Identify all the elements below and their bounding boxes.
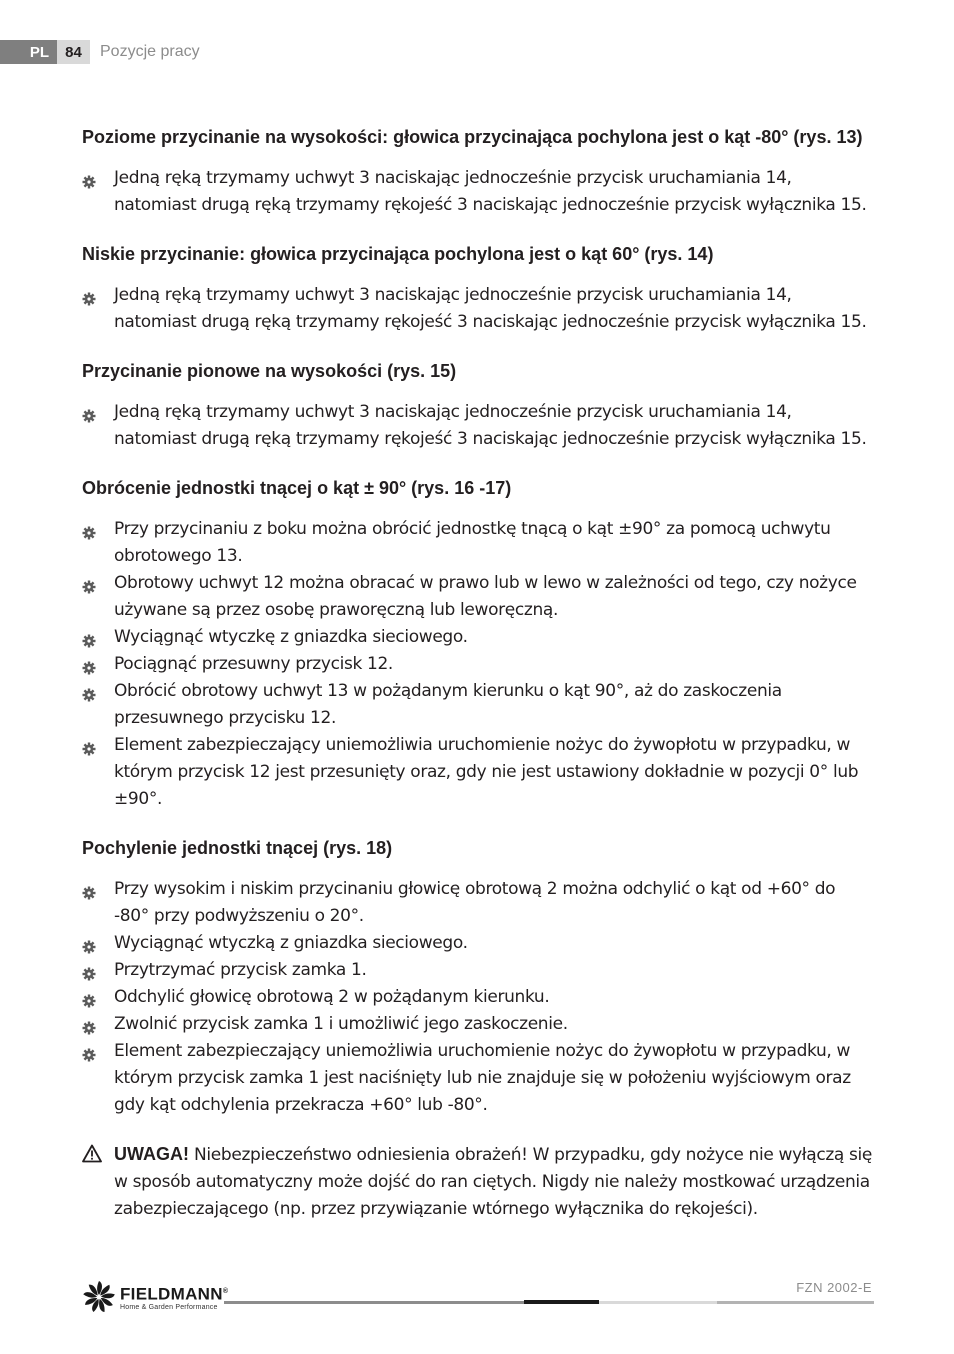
gear-bullet-icon	[82, 576, 96, 590]
brand-name: FIELDMANN®	[120, 1284, 229, 1304]
language-tag: PL	[0, 40, 57, 64]
list-item-text: Jedną ręką trzymamy uchwyt 3 naciskając jednocześnie przycisk uruchamiania 14, natomiast drugą ręką trzymamy rękojeść 3 naciskając jednocześnie przycisk wyłącznika 15.	[114, 285, 867, 332]
section-heading: Niskie przycinanie: głowica przycinająca pochylona jest o kąt 60° (rys. 14)	[82, 244, 714, 264]
page-content	[82, 124, 874, 1223]
header-section-title: Pozycje pracy	[100, 43, 200, 60]
list-item-text: Obrotowy uchwyt 12 można obracać w prawo lub w lewo w zależności od tego, czy nożyce używane są przez osobę praworęczną lub leworęczną.	[114, 573, 857, 620]
warning-triangle-icon	[82, 1144, 102, 1163]
list-item	[82, 876, 874, 930]
page-header	[0, 40, 200, 64]
section-rotate-unit	[82, 475, 874, 813]
fieldmann-flower-icon	[82, 1280, 116, 1314]
list-item	[82, 399, 874, 453]
list-item	[82, 282, 874, 336]
list-item-text: Wyciągnąć wtyczkę z gniazdka sieciowego.	[114, 627, 468, 647]
list-item	[82, 570, 874, 624]
footer-rule	[717, 1301, 874, 1304]
list-item-text: Zwolnić przycisk zamka 1 i umożliwić jego zaskoczenie.	[114, 1014, 568, 1034]
gear-bullet-icon	[82, 1017, 96, 1031]
list-item	[82, 930, 874, 957]
gear-bullet-icon	[82, 522, 96, 536]
list-item	[82, 732, 874, 813]
gear-bullet-icon	[82, 963, 96, 977]
gear-bullet-icon	[82, 288, 96, 302]
gear-bullet-icon	[82, 630, 96, 644]
bullet-list	[82, 165, 874, 219]
gear-bullet-icon	[82, 936, 96, 950]
brand-logo	[82, 1280, 228, 1314]
footer-rule	[524, 1300, 599, 1304]
warning-label: UWAGA!	[114, 1144, 189, 1164]
list-item-text: Jedną ręką trzymamy uchwyt 3 naciskając jednocześnie przycisk uruchamiania 14, natomiast drugą ręką trzymamy rękojeść 3 naciskając jednocześnie przycisk wyłącznika 15.	[114, 168, 867, 215]
section-vertical-high	[82, 358, 874, 453]
gear-bullet-icon	[82, 657, 96, 671]
model-number: FZN 2002-E	[796, 1280, 872, 1295]
page-number: 84	[57, 40, 90, 64]
section-low-trim	[82, 241, 874, 336]
list-item	[82, 957, 874, 984]
list-item-text: Pociągnąć przesuwny przycisk 12.	[114, 654, 393, 674]
bullet-list	[82, 516, 874, 813]
brand-tagline: Home & Garden Performance	[120, 1303, 218, 1311]
bullet-list	[82, 876, 874, 1119]
warning-note	[82, 1141, 874, 1223]
section-heading: Pochylenie jednostki tnącej (rys. 18)	[82, 838, 393, 858]
list-item-text: Jedną ręką trzymamy uchwyt 3 naciskając jednocześnie przycisk uruchamiania 14, natomiast drugą ręką trzymamy rękojeść 3 naciskając jednocześnie przycisk wyłącznika 15.	[114, 402, 867, 449]
list-item	[82, 516, 874, 570]
list-item	[82, 678, 874, 732]
bullet-list	[82, 282, 874, 336]
page-footer	[82, 1276, 874, 1316]
gear-bullet-icon	[82, 882, 96, 896]
section-heading: Obrócenie jednostki tnącej o kąt ± 90° (rys. 16 -17)	[82, 478, 512, 498]
gear-bullet-icon	[82, 738, 96, 752]
list-item-text: Odchylić głowicę obrotową 2 w pożądanym kierunku.	[114, 987, 550, 1007]
list-item-text: Element zabezpieczający uniemożliwia uruchomienie nożyc do żywopłotu w przypadku, w którym przycisk zamka 1 jest naciśnięty lub nie znajduje się w położeniu wyjściowym oraz gdy kąt odchylenia przekracza +60° lub -80°.	[114, 1041, 851, 1115]
footer-rule	[224, 1301, 524, 1304]
section-heading: Poziome przycinanie na wysokości: głowica przycinająca pochylona jest o kąt -80° (rys. 13)	[82, 127, 863, 147]
bullet-list	[82, 399, 874, 453]
list-item-text: Wyciągnąć wtyczką z gniazdka sieciowego.	[114, 933, 468, 953]
list-item	[82, 651, 874, 678]
footer-rule	[599, 1301, 717, 1304]
list-item-text: Element zabezpieczający uniemożliwia uruchomienie nożyc do żywopłotu w przypadku, w którym przycisk 12 jest przesunięty oraz, gdy nie jest ustawiony dokładnie w pozycji 0° lub ±90°.	[114, 735, 859, 809]
section-tilt-unit	[82, 835, 874, 1119]
warning-text: Niebezpieczeństwo odniesienia obrażeń! W przypadku, gdy nożyce nie wyłączą się w sposób automatyczny może dojść do ran ciętych. Nigdy nie należy mostkować urządzenia zabezpieczającego (np. przez przywiązanie wtórnego wyłącznika do rękojeści).	[114, 1145, 873, 1219]
gear-bullet-icon	[82, 405, 96, 419]
list-item	[82, 165, 874, 219]
list-item	[82, 1038, 874, 1119]
list-item	[82, 1011, 874, 1038]
list-item-text: Przytrzymać przycisk zamka 1.	[114, 960, 367, 980]
section-horizontal-high	[82, 124, 874, 219]
gear-bullet-icon	[82, 990, 96, 1004]
list-item-text: Obrócić obrotowy uchwyt 13 w pożądanym kierunku o kąt 90°, aż do zaskoczenia przesuwnego przycisku 12.	[114, 681, 782, 728]
section-heading: Przycinanie pionowe na wysokości (rys. 15)	[82, 361, 457, 381]
gear-bullet-icon	[82, 1044, 96, 1058]
gear-bullet-icon	[82, 171, 96, 185]
gear-bullet-icon	[82, 684, 96, 698]
list-item	[82, 984, 874, 1011]
list-item-text: Przy wysokim i niskim przycinaniu głowicę obrotową 2 można odchylić o kąt od +60° do -80° przy podwyższeniu o 20°.	[114, 879, 836, 926]
list-item-text: Przy przycinaniu z boku można obrócić jednostkę tnącą o kąt ±90° za pomocą uchwytu obrotowego 13.	[114, 519, 831, 566]
list-item	[82, 624, 874, 651]
